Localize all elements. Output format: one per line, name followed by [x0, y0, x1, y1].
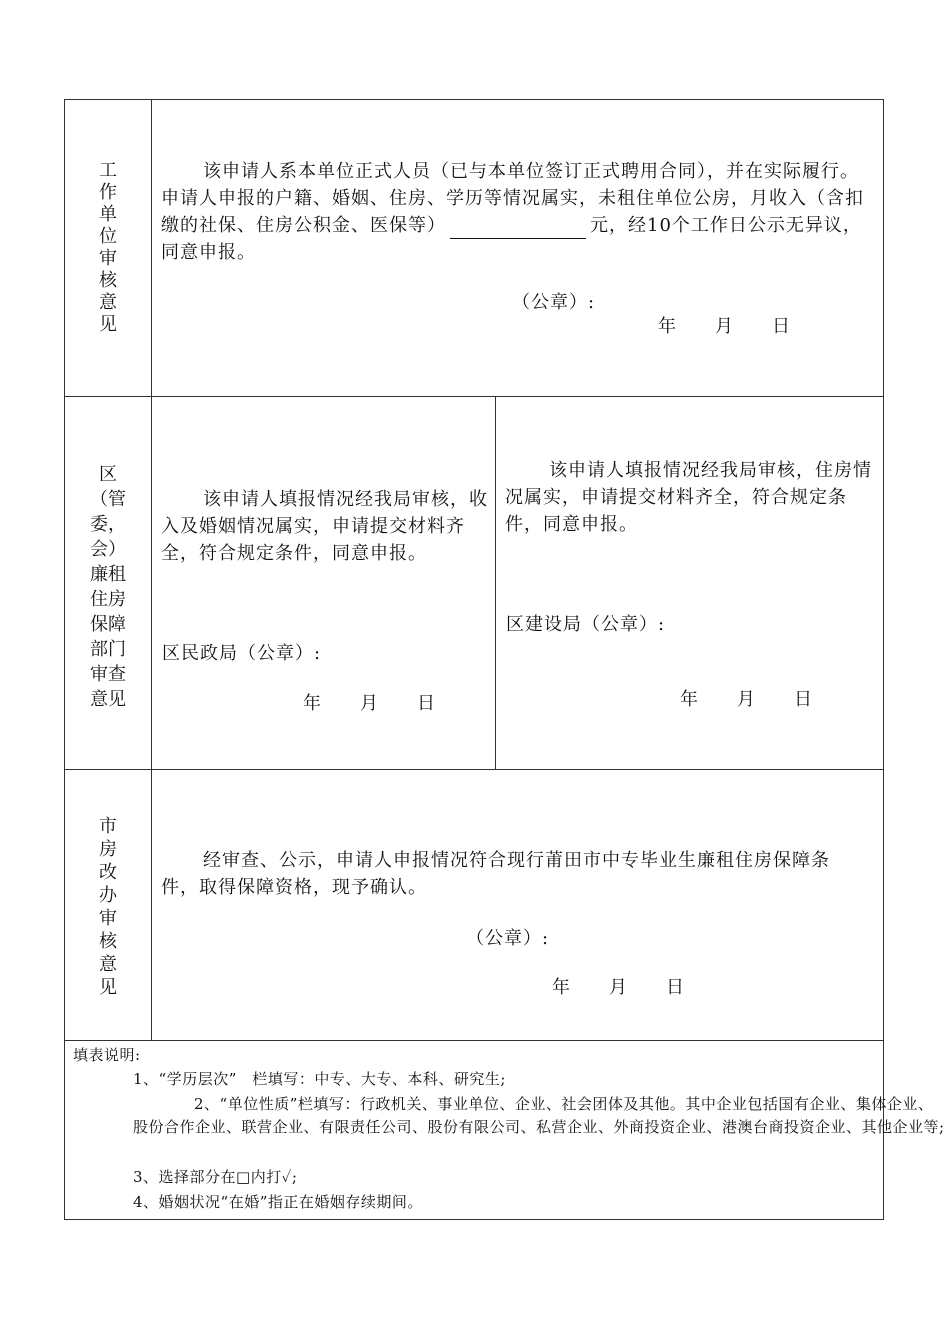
civil-affairs-seal: 区民政局（公章）:: [162, 643, 322, 664]
label-char: 核: [99, 931, 117, 952]
label-char: 位: [99, 226, 117, 247]
fill-instructions-title: 填表说明:: [73, 1046, 141, 1064]
work-unit-text-after: 元，经10个工作日公示无异议，同意申报。: [161, 215, 862, 263]
city-review-date: 年 月 日: [552, 977, 685, 998]
fill-instruction-3: 3、选择部分在□内打✓;: [133, 1168, 298, 1186]
label-char: 房: [99, 839, 117, 860]
label-char: 作: [99, 182, 117, 203]
label-char: 会）: [90, 539, 126, 560]
label-char: 意见: [90, 689, 126, 710]
work-unit-seal: （公章）:: [512, 292, 596, 313]
label-char: 审: [99, 908, 117, 929]
work-unit-review-label: [78, 160, 138, 336]
fill-instruction-1: 1、“学历层次” 栏填写：中专、大专、本科、研究生;: [133, 1070, 506, 1088]
label-char: 单: [99, 204, 117, 225]
label-char: 市: [99, 816, 117, 837]
label-char: 见: [99, 314, 117, 335]
label-char: 改: [99, 862, 117, 883]
work-unit-date: 年 月 日: [658, 316, 791, 337]
label-char: 见: [99, 977, 117, 998]
work-unit-review-text: [161, 158, 876, 266]
label-char: 意: [99, 292, 117, 313]
row-divider-3: [64, 1040, 884, 1041]
label-char: 部门: [90, 639, 126, 660]
label-char: 审查: [90, 664, 126, 685]
label-char: 保障: [90, 614, 126, 635]
city-housing-reform-label: [78, 815, 138, 999]
work-unit-text-before: 该申请人系本单位正式人员（已与本单位签订正式聘用合同），并在实际履行。申请人申报的户籍、婚姻、住房、学历等情况属实，未租住单位公房，月收入（含扣缴的社保、住房公积金、医保等）: [161, 161, 864, 236]
label-column-divider: [151, 99, 152, 1040]
table-bottom-border: [64, 1219, 884, 1220]
row-divider-2: [64, 769, 884, 770]
section2-middle-divider: [495, 396, 496, 769]
label-char: 廉租: [90, 564, 126, 585]
row-divider-1: [64, 396, 884, 397]
fill-instruction-4: 4、婚姻状况“在婚”指正在婚姻存续期间。: [133, 1193, 423, 1211]
label-char: 审: [99, 248, 117, 269]
fill-instruction-2: 2、“单位性质”栏填写：行政机关、事业单位、企业、社会团体及其他。其中企业包括国有企业、集体企业、股份合作企业、联营企业、有限责任公司、股份有限公司、私营企业、外商投资企业、港澳台商投资企业、其他企业等;: [133, 1095, 945, 1136]
label-char: 意: [99, 954, 117, 975]
construction-bureau-date: 年 月 日: [680, 689, 813, 710]
table-left-border: [64, 99, 65, 1220]
monthly-income-blank[interactable]: [450, 220, 586, 239]
construction-bureau-seal: 区建设局（公章）:: [506, 614, 666, 635]
construction-bureau-review-text: 该申请人填报情况经我局审核，住房情况属实，申请提交材料齐全，符合规定条件，同意申报。: [505, 460, 872, 535]
label-char: 区: [99, 464, 117, 485]
label-char: （管: [90, 489, 126, 510]
label-char: 工: [99, 160, 117, 181]
city-review-text: 经审查、公示，申请人申报情况符合现行莆田市中专毕业生廉租住房保障条件，取得保障资格，现予确认。: [161, 850, 830, 898]
civil-affairs-review-text: 该申请人填报情况经我局审核，收入及婚姻情况属实，申请提交材料齐全，符合规定条件，同意申报。: [161, 489, 488, 564]
district-review-label: [77, 462, 139, 712]
label-char: 住房: [90, 589, 126, 610]
label-char: 核: [99, 270, 117, 291]
label-char: 委，: [90, 514, 126, 535]
label-char: 办: [99, 885, 117, 906]
table-top-border: [64, 99, 884, 100]
civil-affairs-date: 年 月 日: [303, 693, 436, 714]
table-right-border: [883, 99, 884, 1220]
city-review-seal: （公章）:: [466, 928, 550, 949]
